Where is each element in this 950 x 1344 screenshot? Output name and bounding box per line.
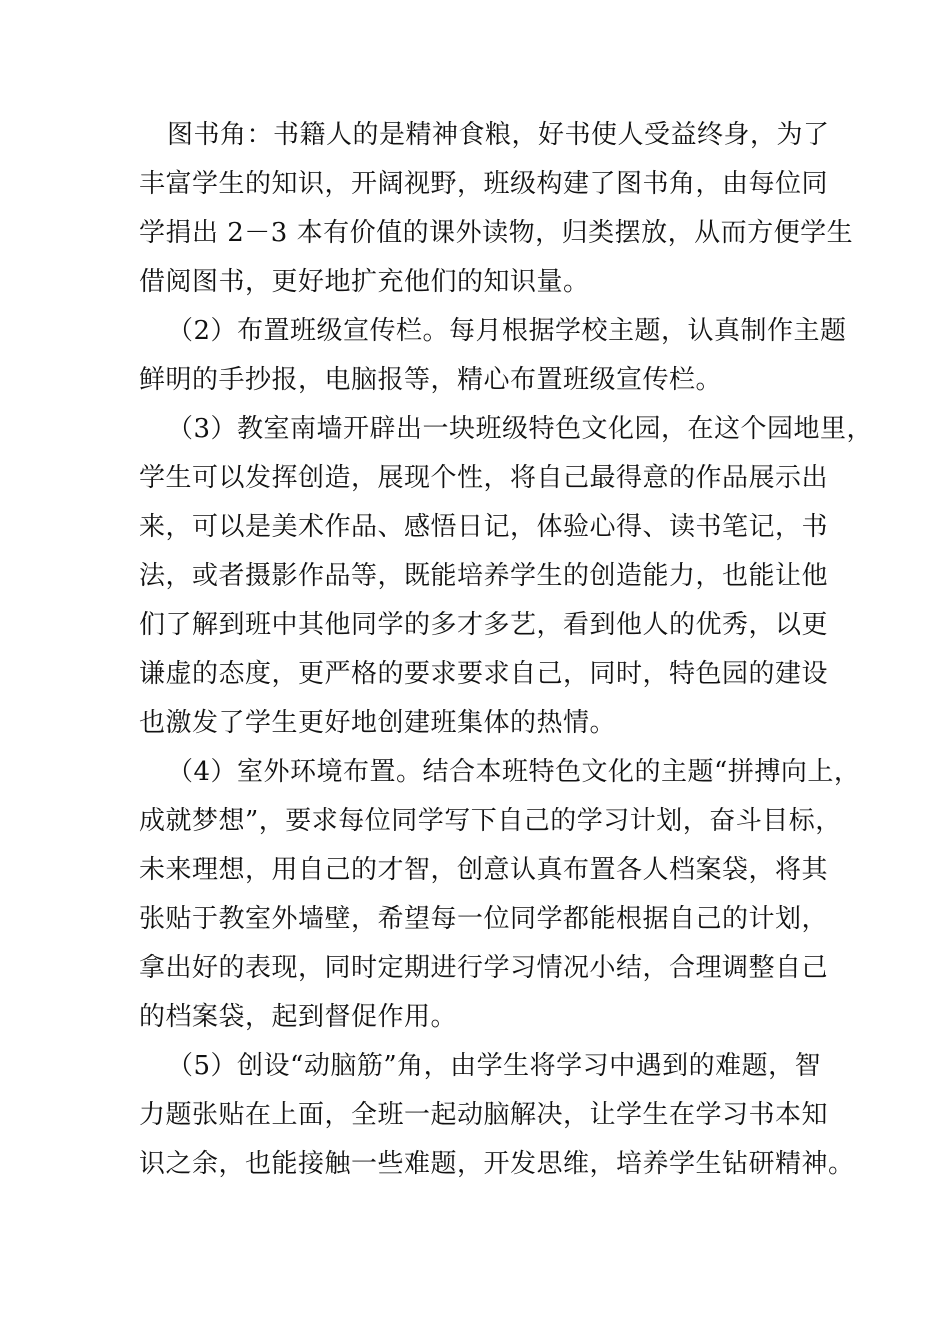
paragraph-3-line-4: 法，或者摄影作品等，既能培养学生的创造能力，也能让他: [139, 561, 829, 591]
paragraph-3-line-6: 谦虚的态度，更严格的要求要求自己，同时，特色园的建设: [139, 659, 829, 689]
paragraph-5-line-1: （5）创设“动脑筋”角，由学生将学习中遇到的难题，智: [167, 1051, 822, 1081]
paragraph-4-line-1: （4）室外环境布置。结合本班特色文化的主题“拼搏向上，: [167, 757, 861, 787]
paragraph-book-corner-line-3: 学捐出 2－3 本有价值的课外读物，归类摆放，从而方便学生: [139, 218, 854, 248]
paragraph-5-line-3: 识之余，也能接触一些难题，开发思维，培养学生钻研精神。: [139, 1149, 855, 1179]
paragraph-3-line-7: 也激发了学生更好地创建班集体的热情。: [139, 708, 617, 738]
paragraph-3-line-2: 学生可以发挥创造，展现个性，将自己最得意的作品展示出: [139, 463, 829, 493]
paragraph-3-line-1: （3）教室南墙开辟出一块班级特色文化园，在这个园地里，: [167, 414, 874, 444]
paragraph-3-line-5: 们了解到班中其他同学的多才多艺，看到他人的优秀，以更: [139, 610, 829, 640]
paragraph-book-corner-line-1: 图书角：书籍人的是精神食粮，好书使人受益终身，为了: [167, 120, 830, 150]
paragraph-2-line-2: 鲜明的手抄报，电脑报等，精心布置班级宣传栏。: [139, 365, 723, 395]
paragraph-4-line-2: 成就梦想”，要求每位同学写下自己的学习计划，奋斗目标，: [139, 806, 842, 836]
paragraph-book-corner-line-2: 丰富学生的知识，开阔视野，班级构建了图书角，由每位同: [139, 169, 829, 199]
paragraph-book-corner-line-4: 借阅图书，更好地扩充他们的知识量。: [139, 267, 590, 297]
paragraph-4-line-3: 未来理想，用自己的才智，创意认真布置各人档案袋，将其: [139, 855, 829, 885]
paragraph-3-line-3: 来，可以是美术作品、感悟日记，体验心得、读书笔记，书: [139, 512, 829, 542]
paragraph-4-line-4: 张贴于教室外墙壁，希望每一位同学都能根据自己的计划，: [139, 904, 829, 934]
paragraph-4-line-6: 的档案袋，起到督促作用。: [139, 1002, 458, 1032]
paragraph-5-line-2: 力题张贴在上面，全班一起动脑解决，让学生在学习书本知: [139, 1100, 829, 1130]
paragraph-2-line-1: （2）布置班级宣传栏。每月根据学校主题，认真制作主题: [167, 316, 847, 346]
paragraph-4-line-5: 拿出好的表现，同时定期进行学习情况小结，合理调整自己: [139, 953, 829, 983]
document-body: [139, 117, 874, 1195]
